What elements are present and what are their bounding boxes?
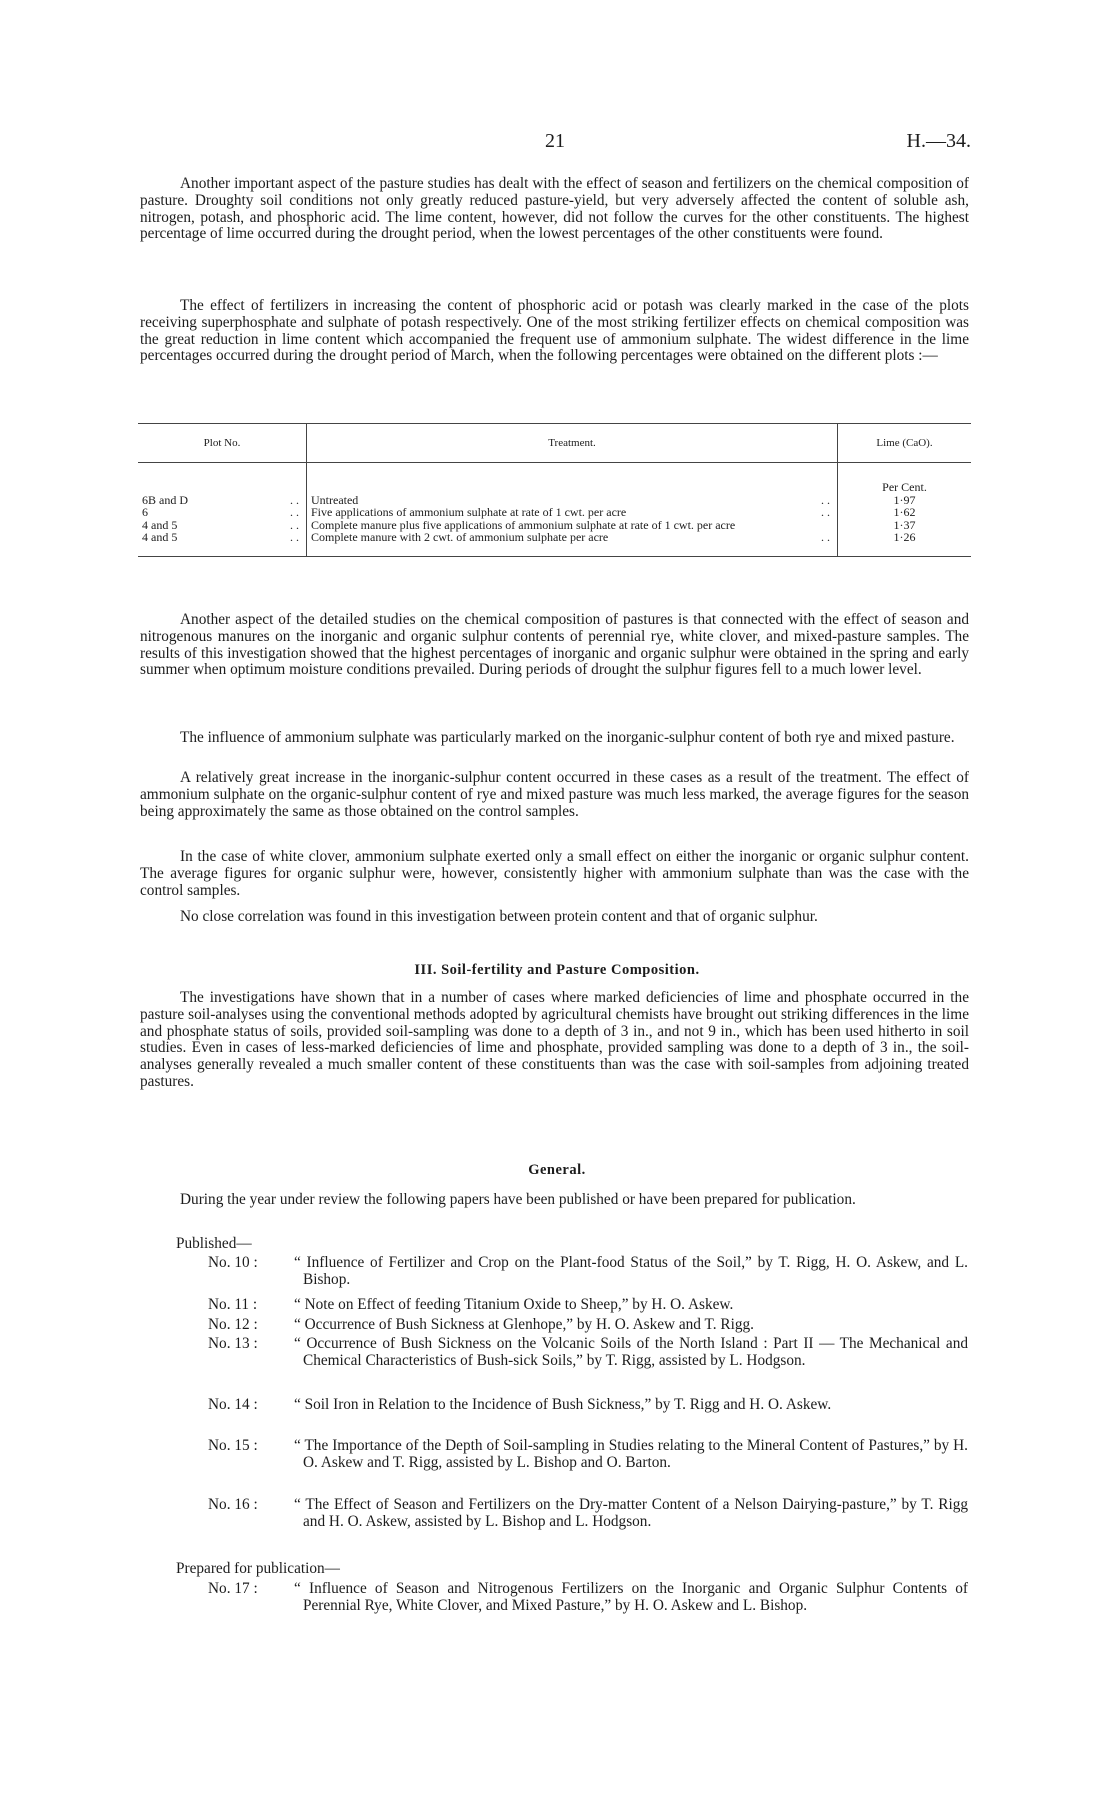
paragraph-sulphur-studies: Another aspect of the detailed studies on the chemical composition of pastures is that connected with the effect of season and nitrogenous manures on the inorganic and organic sulphur contents of perennial rye, white clover, and mixed-pasture samples. The results of this investigation showed that the highest percentages of inorganic and organic sulphur were obtained in the spring and early summer when optimum moisture conditions prevailed. During periods of drought the sulphur figures fell to a much lower level. (140, 611, 969, 679)
header-treatment: Treatment. (307, 424, 838, 463)
page-number: 21 (545, 130, 565, 152)
published-label: Published— (176, 1235, 252, 1252)
treatment-cell: Untreated (311, 492, 359, 507)
publication-text: “ Influence of Season and Nitrogenous Fertilizers on the Inorganic and Organic Sulphur Contents of Perennial Rye, White Clover, and Mixed Pasture,” by H. O. Askew and L. Bishop. (294, 1580, 968, 1614)
publication-number: No. 14 : (208, 1396, 258, 1413)
publication-text: “ Influence of Fertilizer and Crop on the Plant-food Status of the Soil,” by T. Rigg, H. O. Askew, and L. Bishop. (294, 1254, 968, 1288)
lime-cell: 1·62 (838, 506, 972, 519)
unit-label: Per Cent. (838, 463, 972, 494)
publication-number: No. 10 : (208, 1254, 258, 1271)
page-header (0, 130, 1114, 160)
publication-number: No. 16 : (208, 1496, 258, 1513)
prepared-label: Prepared for publication— (176, 1560, 340, 1577)
paragraph-white-clover: In the case of white clover, ammonium sulphate exerted only a small effect on either the inorganic or organic sulphur content. The average figures for organic sulphur were, however, consistently higher with ammonium sulphate than was the case with the control samples. (140, 848, 969, 899)
paragraph-publications-intro: During the year under review the following papers have been published or have been prepared for publication. (180, 1191, 856, 1208)
lime-table (138, 423, 971, 557)
table-row: 6 .. Five applications of ammonium sulphate at rate of 1 cwt. per acre .. 1·62 (138, 506, 971, 519)
paragraph-season-fertilizers: Another important aspect of the pasture studies has dealt with the effect of season and fertilizers on the chemical composition of pasture. Droughty soil conditions not only greatly reduced pasture-yield, but very adversely affected the content of soluble ash, nitrogen, potash, and phosphoric acid. The lime content, however, did not follow the curves for the other constituents. The highest percentage of lime occurred during the drought period, when the lowest percentages of the other constituents were found. (140, 175, 969, 243)
plot-cell: 6B and D (142, 492, 188, 507)
publication-text: “ Occurrence of Bush Sickness on the Volcanic Soils of the North Island : Part II — The Mechanical and Chemical Characteristics of Bush-sick Soils,” by T. Rigg, assisted by L. Hodgson. (294, 1335, 968, 1369)
table-unit-row (138, 463, 971, 494)
document-reference: H.—34. (906, 130, 971, 152)
treatment-cell: Complete manure with 2 cwt. of ammonium sulphate per acre (311, 530, 609, 544)
table-row: 4 and 5 .. Complete manure plus five applications of ammonium sulphate at rate of 1 cwt. per acre 1·37 (138, 519, 971, 532)
publication-item (208, 1317, 968, 1334)
paragraph-soil-investigations: The investigations have shown that in a number of cases where marked deficiencies of lime and phosphate occurred in the pasture soil-analyses using the conventional methods adopted by agricultural chemists have brought out striking differences in the lime and phosphate status of soils, provided soil-sampling was done to a depth of 3 in., and not 9 in., which has been used hitherto in soil studies. Even in cases of less-marked deficiencies of lime and phosphate, provided sampling was done to a depth of 3 in., the soil-analyses generally revealed a much smaller content of these constituents than was the case with soil-samples from adjoining treated pastures. (140, 989, 969, 1090)
publication-item (208, 1297, 968, 1314)
paragraph-correlation: No close correlation was found in this investigation between protein content and that of organic sulphur. (180, 908, 818, 925)
section-heading-soil-fertility: III. Soil-fertility and Pasture Composition. (414, 962, 700, 978)
publication-item (208, 1397, 968, 1414)
publication-item (208, 1497, 968, 1531)
publication-text: “ The Effect of Season and Fertilizers on the Dry-matter Content of a Nelson Dairying-pasture,” by T. Rigg and H. O. Askew, assisted by L. Bishop and L. Hodgson. (294, 1496, 968, 1530)
publication-text: “ Occurrence of Bush Sickness at Glenhope,” by H. O. Askew and T. Rigg. (294, 1316, 754, 1333)
table-row: 4 and 5 .. Complete manure with 2 cwt. of ammonium sulphate per acre .. 1·26 (138, 531, 971, 556)
table-header-row (138, 424, 971, 463)
paragraph-inorganic-increase: A relatively great increase in the inorganic-sulphur content occurred in these cases as a result of the treatment. The effect of ammonium sulphate on the organic-sulphur content of rye and mixed pasture was much less marked, the average figures for the season being approximately the same as those obtained on the control samples. (140, 769, 969, 820)
publication-text: “ The Importance of the Depth of Soil-sampling in Studies relating to the Mineral Content of Pastures,” by H. O. Askew and T. Rigg, assisted by L. Bishop and O. Barton. (294, 1437, 968, 1471)
publication-item (208, 1255, 968, 1289)
publication-number: No. 15 : (208, 1437, 258, 1454)
lime-cell: 1·37 (838, 519, 972, 532)
publication-text: “ Soil Iron in Relation to the Incidence of Bush Sickness,” by T. Rigg and H. O. Askew. (294, 1396, 832, 1413)
plot-cell: 4 and 5 (142, 517, 178, 532)
treatment-cell: Complete manure plus five applications of ammonium sulphate at rate of 1 cwt. per acre (311, 517, 736, 532)
publication-number: No. 12 : (208, 1316, 258, 1333)
publication-number: No. 13 : (208, 1335, 258, 1352)
publication-item (208, 1438, 968, 1472)
plot-cell: 4 and 5 (142, 530, 178, 544)
header-lime: Lime (CaO). (838, 424, 972, 463)
paragraph-ammonium-influence: The influence of ammonium sulphate was particularly marked on the inorganic-sulphur content of both rye and mixed pasture. (180, 729, 955, 746)
publication-number: No. 17 : (208, 1580, 258, 1597)
table-row: 6B and D .. Untreated .. 1·97 (138, 494, 971, 507)
lime-cell: 1·26 (838, 531, 972, 556)
section-heading-general: General. (528, 1162, 586, 1178)
plot-cell: 6 (142, 505, 148, 519)
publication-text: “ Note on Effect of feeding Titanium Oxide to Sheep,” by H. O. Askew. (294, 1296, 734, 1313)
lime-cell: 1·97 (838, 494, 972, 507)
treatment-cell: Five applications of ammonium sulphate at rate of 1 cwt. per acre (311, 505, 627, 519)
publication-item (208, 1336, 968, 1370)
publication-item (208, 1581, 968, 1615)
paragraph-fertilizer-effects: The effect of fertilizers in increasing the content of phosphoric acid or potash was clearly marked in the case of the plots receiving superphosphate and sulphate of potash respectively. One of the most striking fertilizer effects on chemical composition was the great reduction in lime content which accompanied the frequent use of ammonium sulphate. The widest difference in the lime percentages occurred during the drought period of March, when the following percentages were obtained on the different plots :— (140, 297, 969, 365)
publication-number: No. 11 : (208, 1296, 258, 1313)
header-plot-no: Plot No. (138, 424, 307, 463)
